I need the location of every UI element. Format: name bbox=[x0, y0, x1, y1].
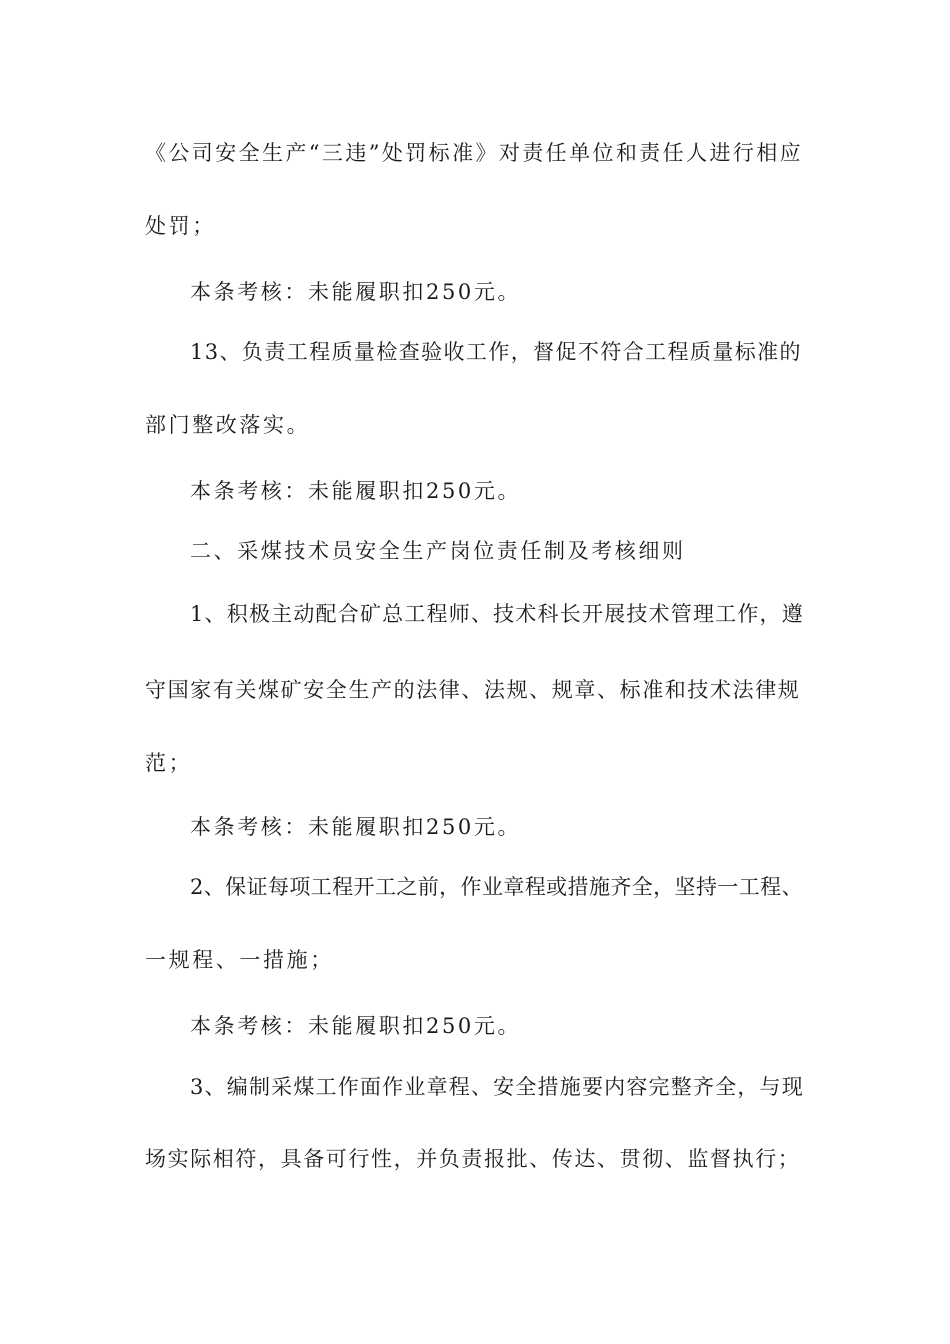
assessment-line: 本条考核：未能履职扣250元。 bbox=[190, 815, 522, 839]
paragraph-line: 处罚； bbox=[145, 214, 216, 238]
paragraph-line: 一规程、一措施； bbox=[145, 948, 334, 972]
clause-13-line: 13、负责工程质量检查验收工作，督促不符合工程质量标准的 bbox=[190, 340, 802, 364]
clause-3-line: 3、编制采煤工作面作业章程、安全措施要内容完整齐全，与现 bbox=[190, 1075, 804, 1099]
paragraph-line: 场实际相符，具备可行性，并负责报批、传达、贯彻、监督执行； bbox=[145, 1147, 801, 1171]
assessment-line: 本条考核：未能履职扣250元。 bbox=[190, 1014, 522, 1038]
paragraph-line: 范； bbox=[145, 751, 193, 775]
paragraph-line: 守国家有关煤矿安全生产的法律、法规、规章、标准和技术法律规 bbox=[145, 678, 801, 702]
clause-1-line: 1、积极主动配合矿总工程师、技术科长开展技术管理工作，遵 bbox=[190, 602, 804, 626]
assessment-line: 本条考核：未能履职扣250元。 bbox=[190, 280, 522, 304]
clause-2-line: 2、保证每项工程开工之前，作业章程或措施齐全，坚持一工程、 bbox=[190, 875, 803, 899]
paragraph-line: 部门整改落实。 bbox=[145, 413, 311, 437]
assessment-line: 本条考核：未能履职扣250元。 bbox=[190, 479, 522, 503]
paragraph-line: 《公司安全生产“三违”处罚标准》对责任单位和责任人进行相应 bbox=[145, 141, 804, 165]
section-heading: 二、采煤技术员安全生产岗位责任制及考核细则 bbox=[190, 539, 686, 563]
